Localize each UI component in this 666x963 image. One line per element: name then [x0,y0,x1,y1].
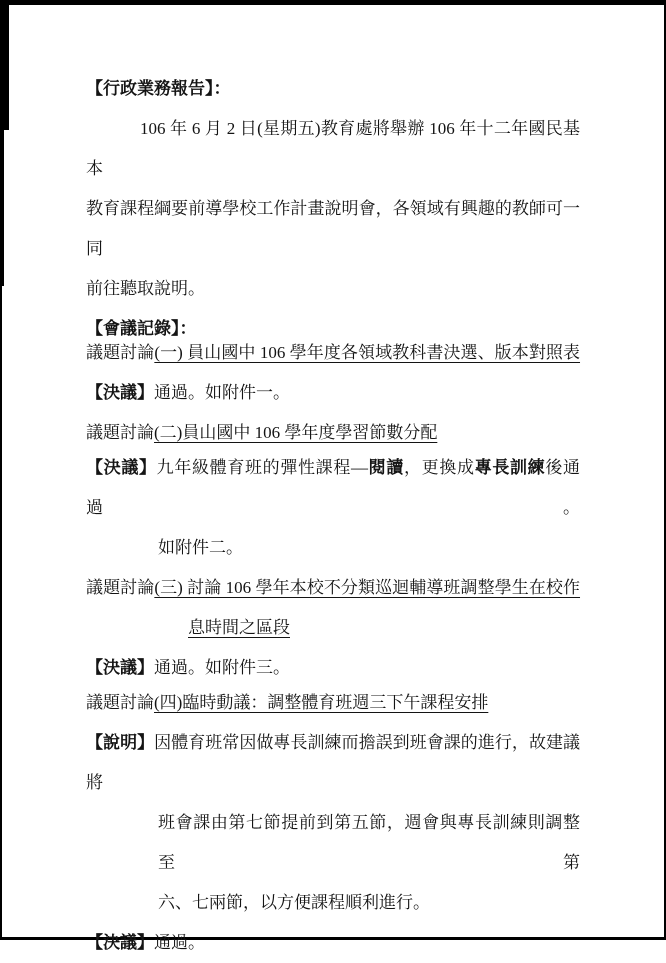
resolution-3 [86,648,580,688]
topic-discussion-3 [86,568,580,608]
topic-3-title-line-1: (三) 討論 106 學年本校不分類巡迴輔導班調整學生在校作 [154,578,581,597]
meeting-record-heading: 【會議記錄】： [86,319,197,338]
topic-2-prefix: 議題討論 [86,423,154,442]
resolution-2-text-1: 九年級體育班的彈性課程— [156,458,369,477]
explanation-4-line-1: 因體育班常因做專長訓練而擔誤到班會課的進行，故建議將 [86,733,581,792]
topic-1-prefix: 議題討論 [86,343,155,362]
admin-report-heading: 【行政業務報告】： [86,79,231,98]
scan-edge-artifact-thin [0,128,4,286]
topic-3-prefix: 議題討論 [86,578,155,597]
resolution-2-bold-reading: 閱讀 [368,458,405,477]
resolution-2 [86,448,580,528]
resolution-3-text: 通過。如附件三。 [154,658,290,677]
resolution-4 [86,923,580,963]
explanation-4-line-3: 六、七兩節，以方便課程順利進行。 [158,893,430,912]
topic-3-title-line-2: 息時間之區段 [188,618,290,637]
explanation-4-line-2: 班會課由第七節提前到第五節，週會與專長訓練則調整至第 [158,813,580,872]
resolution-2-text-2: ，更換成 [404,458,475,477]
resolution-2-text-3: 後通過。 [86,458,581,517]
topic-3-title-line-2-wrap [86,608,580,648]
resolution-2-bold-training: 專長訓練 [474,458,546,477]
scan-edge-artifact-thick [0,0,9,130]
admin-report-line-3: 前往聽取說明。 [86,279,205,298]
topic-discussion-1 [86,333,580,373]
resolution-1-text: 通過。如附件一。 [154,383,290,402]
topic-2-title: (二)員山國中 106 學年度學習節數分配 [154,423,438,442]
admin-report-line-1: 106 年 6 月 2 日(星期五)教育處將舉辦 106 年十二年國民基本 [86,119,580,178]
resolution-3-label: 【決議】 [86,658,154,677]
resolution-1 [86,373,580,413]
topic-1-title: (一) 員山國中 106 學年度各領域教科書決選、版本對照表 [154,343,581,362]
topic-discussion-2 [86,413,580,453]
resolution-1-label: 【決議】 [86,383,154,402]
admin-report-line-2: 教育課程綱要前導學校工作計畫說明會，各領域有興趣的教師可一同 [86,199,580,258]
topic-discussion-4 [86,683,580,723]
explanation-4-label: 【說明】 [86,733,155,752]
resolution-2-label: 【決議】 [86,458,157,477]
topic-4-prefix: 議題討論 [86,693,154,712]
resolution-4-label: 【決議】 [86,933,154,952]
resolution-4-text: 通過。 [154,933,205,952]
topic-4-title: (四)臨時動議：調整體育班週三下午課程安排 [154,693,489,712]
resolution-2-line-2: 如附件二。 [158,538,243,557]
explanation-4 [86,723,580,803]
